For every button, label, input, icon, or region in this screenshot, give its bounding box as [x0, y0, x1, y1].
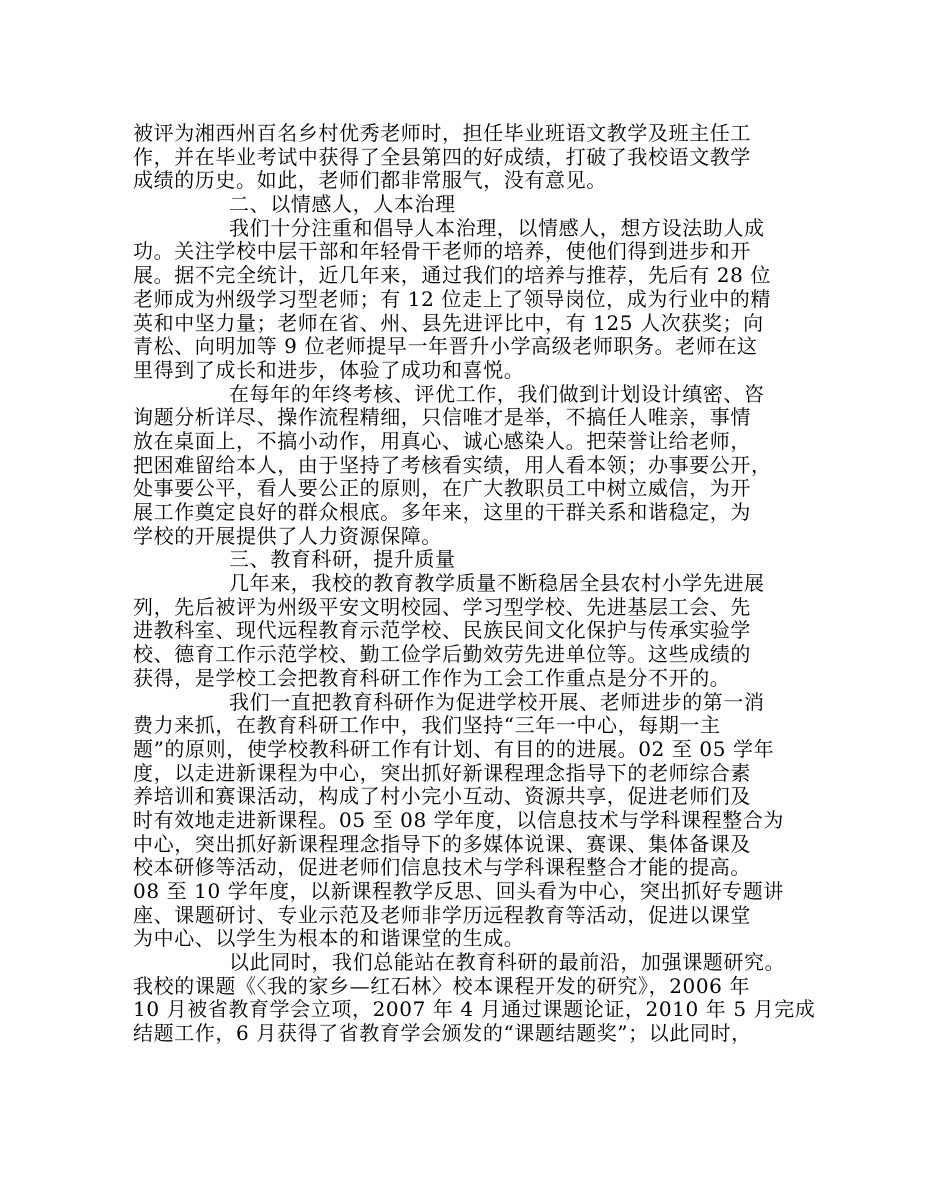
text-line: 成绩的历史。如此，老师们都非常服气，没有意见。 — [133, 168, 607, 193]
text-line: 获得，是学校工会把教育科研工作作为工会工作重点是分不开的。 — [133, 665, 731, 690]
text-line: 作，并在毕业考试中获得了全县第四的好成绩，打破了我校语文教学 — [133, 144, 751, 169]
text-line: 座、课题研讨、专业示范及老师非学历远程教育等活动，促进以课堂 — [133, 902, 751, 927]
text-line: 中心，突出抓好新课程理念指导下的多媒体说课、赛课、集体备课及 — [133, 831, 751, 856]
text-line: 二、以情感人，人本治理 — [229, 192, 456, 217]
text-line: 把困难留给本人，由于坚持了考核看实绩，用人看本领；办事要公开， — [133, 452, 772, 477]
text-line: 青松、向明加等 9 位老师提早一年晋升小学高级老师职务。老师在这 — [133, 334, 758, 359]
text-line: 里得到了成长和进步，体验了成功和喜悦。 — [133, 357, 525, 382]
text-line: 处事要公平，看人要公正的原则，在广大教职员工中树立威信，为开 — [133, 476, 751, 501]
text-line: 校、德育工作示范学校、勤工俭学后勤效劳先进单位等。这些成绩的 — [133, 642, 751, 667]
text-line: 列，先后被评为州级平安文明校园、学习型学校、先进基层工会、先 — [133, 594, 751, 619]
text-line: 题”的原则，使学校教科研工作有计划、有目的的进展。02 至 05 学年 — [133, 736, 775, 761]
text-line: 学校的开展提供了人力资源保障。 — [133, 523, 442, 548]
document-body — [133, 122, 818, 1046]
text-line: 为中心、以学生为根本的和谐课堂的生成。 — [133, 926, 525, 951]
text-line: 度，以走进新课程为中心，突出抓好新课程理念指导下的老师综合素 — [133, 760, 751, 785]
text-line: 进教科室、现代远程教育示范学校、民族民间文化保护与传承实验学 — [133, 618, 751, 643]
text-line: 以此同时，我们总能站在教育科研的最前沿，加强课题研究。 — [229, 950, 786, 975]
text-line: 展。据不完全统计，近几年来，通过我们的培养与推荐，先后有 28 位 — [133, 263, 771, 288]
text-line: 时有效地走进新课程。05 至 08 学年度，以信息技术与学科课程整合为 — [133, 807, 784, 832]
text-line: 询题分析详尽、操作流程精细，只信唯才是举，不搞任人唯亲，事情 — [133, 405, 751, 430]
text-line: 功。关注学校中层干部和年轻骨干老师的培养，使他们得到进步和开 — [133, 239, 751, 264]
text-line: 10 月被省教育学会立项，2007 年 4 月通过课题论证，2010 年 5 月完成 — [133, 997, 816, 1022]
text-line: 结题工作，6 月获得了省教育学会颁发的“课题结题奖”；以此同时， — [133, 1021, 752, 1046]
text-line: 展工作奠定良好的群众根底。多年来，这里的干群关系和谐稳定，为 — [133, 500, 751, 524]
text-line: 我校的课题《〈我的家乡—红石林〉校本课程开发的研究》，2006 年 — [133, 973, 751, 998]
text-line: 三、教育科研，提升质量 — [229, 547, 456, 572]
text-line: 我们一直把教育科研作为促进学校开展、老师进步的第一消 — [229, 689, 765, 714]
text-line: 被评为湘西州百名乡村优秀老师时，担任毕业班语文教学及班主任工 — [133, 121, 751, 145]
text-line: 养培训和赛课活动，构成了村小完小互动、资源共享，促进老师们及 — [133, 784, 751, 809]
text-line: 08 至 10 学年度，以新课程教学反思、回头看为中心，突出抓好专题讲 — [133, 879, 784, 903]
text-line: 校本研修等活动，促进老师们信息技术与学科课程整合才能的提高。 — [133, 855, 751, 880]
text-line: 几年来，我校的教育教学质量不断稳居全县农村小学先进展 — [229, 571, 765, 596]
text-line: 在每年的年终考核、评优工作，我们做到计划设计缜密、咨 — [229, 381, 765, 406]
text-line: 放在桌面上，不搞小动作，用真心、诚心感染人。把荣誉让给老师， — [133, 428, 751, 453]
text-line: 老师成为州级学习型老师；有 12 位走上了领导岗位，成为行业中的精 — [133, 286, 771, 311]
text-line: 英和中坚力量；老师在省、州、县先进评比中，有 125 人次获奖；向 — [133, 310, 764, 335]
text-line: 我们十分注重和倡导人本治理，以情感人，想方设法助人成 — [229, 215, 765, 240]
text-line: 费力来抓，在教育科研工作中，我们坚持“三年一中心，每期一主 — [133, 713, 721, 738]
